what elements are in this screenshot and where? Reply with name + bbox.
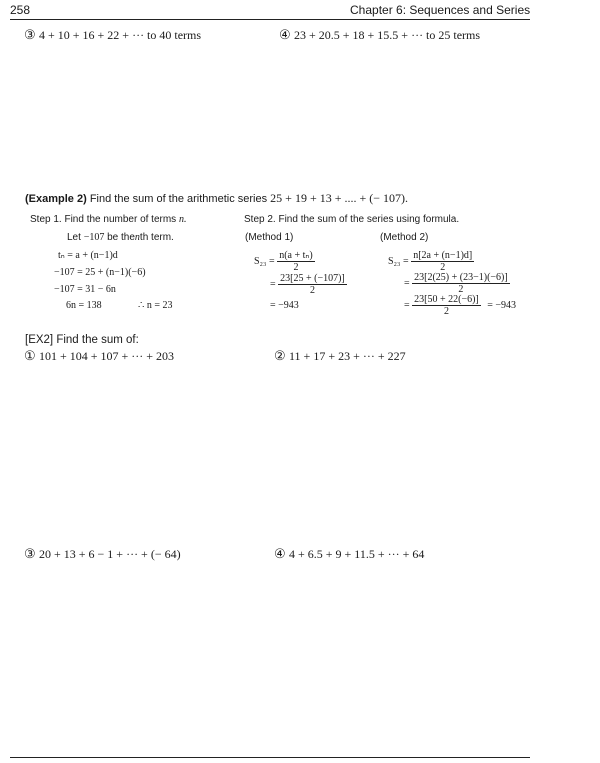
method-1-fraction-2 [278, 273, 347, 296]
let-value: −107 [83, 232, 105, 243]
method-1-label: (Method 1) [245, 232, 294, 243]
fraction-numerator: 23[50 + 22(−6)] [414, 294, 479, 305]
step-1-let [67, 232, 174, 243]
fraction-denominator: 2 [443, 306, 449, 317]
exercise-expression: 4 + 10 + 16 + 22 + ··· to 40 terms [39, 28, 202, 42]
method-2-equals: = [404, 299, 410, 311]
header-rule [10, 19, 530, 20]
step-1-line-2: −107 = 25 + (n−1)(−6) [54, 267, 146, 278]
method-2-fraction-1 [411, 250, 474, 273]
method-2-equals: = [404, 277, 410, 289]
ex2-item-1 [24, 348, 174, 364]
exercise-number: ② [274, 348, 286, 363]
let-suffix: th term. [139, 232, 174, 243]
let-var: n [134, 232, 140, 243]
exercise-3-top [24, 27, 201, 43]
method-2-row-1 [388, 250, 474, 273]
exercise-expression: 101 + 104 + 107 + ··· + 203 [39, 349, 175, 363]
method-2-result: = −943 [487, 299, 517, 311]
step-1-line-4: 6n = 138 [66, 300, 102, 311]
method-2-label: (Method 2) [380, 232, 429, 243]
ex2-item-3 [24, 546, 181, 562]
let-prefix: Let [67, 232, 81, 243]
exercise-number: ③ [24, 546, 36, 561]
exercise-expression: 4 + 6.5 + 9 + 11.5 + ··· + 64 [289, 547, 425, 561]
step-1-var: n. [178, 214, 187, 225]
step-1-line-1: tₙ = a + (n−1)d [58, 250, 118, 261]
fraction-denominator: 2 [440, 262, 446, 273]
footer-rule [10, 757, 530, 758]
fraction-denominator: 2 [458, 284, 464, 295]
example-2-heading [25, 191, 408, 206]
fraction-numerator: 23[25 + (−107)] [280, 273, 345, 284]
fraction-numerator: n[2a + (n−1)d] [413, 250, 473, 261]
method-2-row-2 [404, 272, 510, 295]
method-1-row-2 [270, 273, 347, 296]
method-2-fraction-2 [412, 272, 510, 295]
step-1-text: Step 1. Find the number of terms [30, 214, 177, 225]
fraction-numerator: 23[2(25) + (23−1)(−6)] [414, 272, 508, 283]
ex2-item-2 [274, 348, 406, 364]
fraction-denominator: 2 [309, 285, 315, 296]
exercise-number: ④ [274, 546, 286, 561]
exercise-expression: 23 + 20.5 + 18 + 15.5 + ··· to 25 terms [294, 28, 481, 42]
method-1-lhs: S₂₃ = [254, 255, 275, 267]
ex2-title: [EX2] Find the sum of: [25, 334, 139, 346]
exercise-expression: 20 + 13 + 6 − 1 + ··· + (− 64) [39, 547, 181, 561]
step-1-title [30, 214, 186, 225]
exercise-number: ④ [279, 27, 291, 42]
method-1-fraction-1 [277, 250, 315, 273]
page-number: 258 [10, 3, 31, 17]
exercise-number: ① [24, 348, 36, 363]
method-1-row-1 [254, 250, 315, 273]
example-text: Find the sum of the arithmetic series [89, 193, 268, 205]
exercise-number: ③ [24, 27, 36, 42]
step-1-line-5: ∴ n = 23 [138, 300, 173, 311]
method-2-row-3 [404, 294, 516, 317]
exercise-expression: 11 + 17 + 23 + ··· + 227 [289, 349, 406, 363]
method-2-lhs: S₂₃ = [388, 255, 409, 267]
chapter-title: Chapter 6: Sequences and Series [350, 3, 531, 17]
method-1-equals: = [270, 278, 276, 290]
step-2-title: Step 2. Find the sum of the series using formula. [244, 214, 460, 225]
fraction-denominator: 2 [293, 262, 299, 273]
fraction-numerator: n(a + tₙ) [279, 250, 313, 261]
example-label: (Example 2) [25, 193, 87, 205]
method-2-fraction-3 [412, 294, 481, 317]
example-series: 25 + 19 + 13 + .... + (− 107). [270, 191, 409, 205]
step-1-line-3: −107 = 31 − 6n [54, 284, 116, 295]
method-1-result: = −943 [270, 300, 299, 311]
exercise-4-top [279, 27, 480, 43]
ex2-item-4 [274, 546, 424, 562]
let-middle: be the [107, 232, 135, 243]
